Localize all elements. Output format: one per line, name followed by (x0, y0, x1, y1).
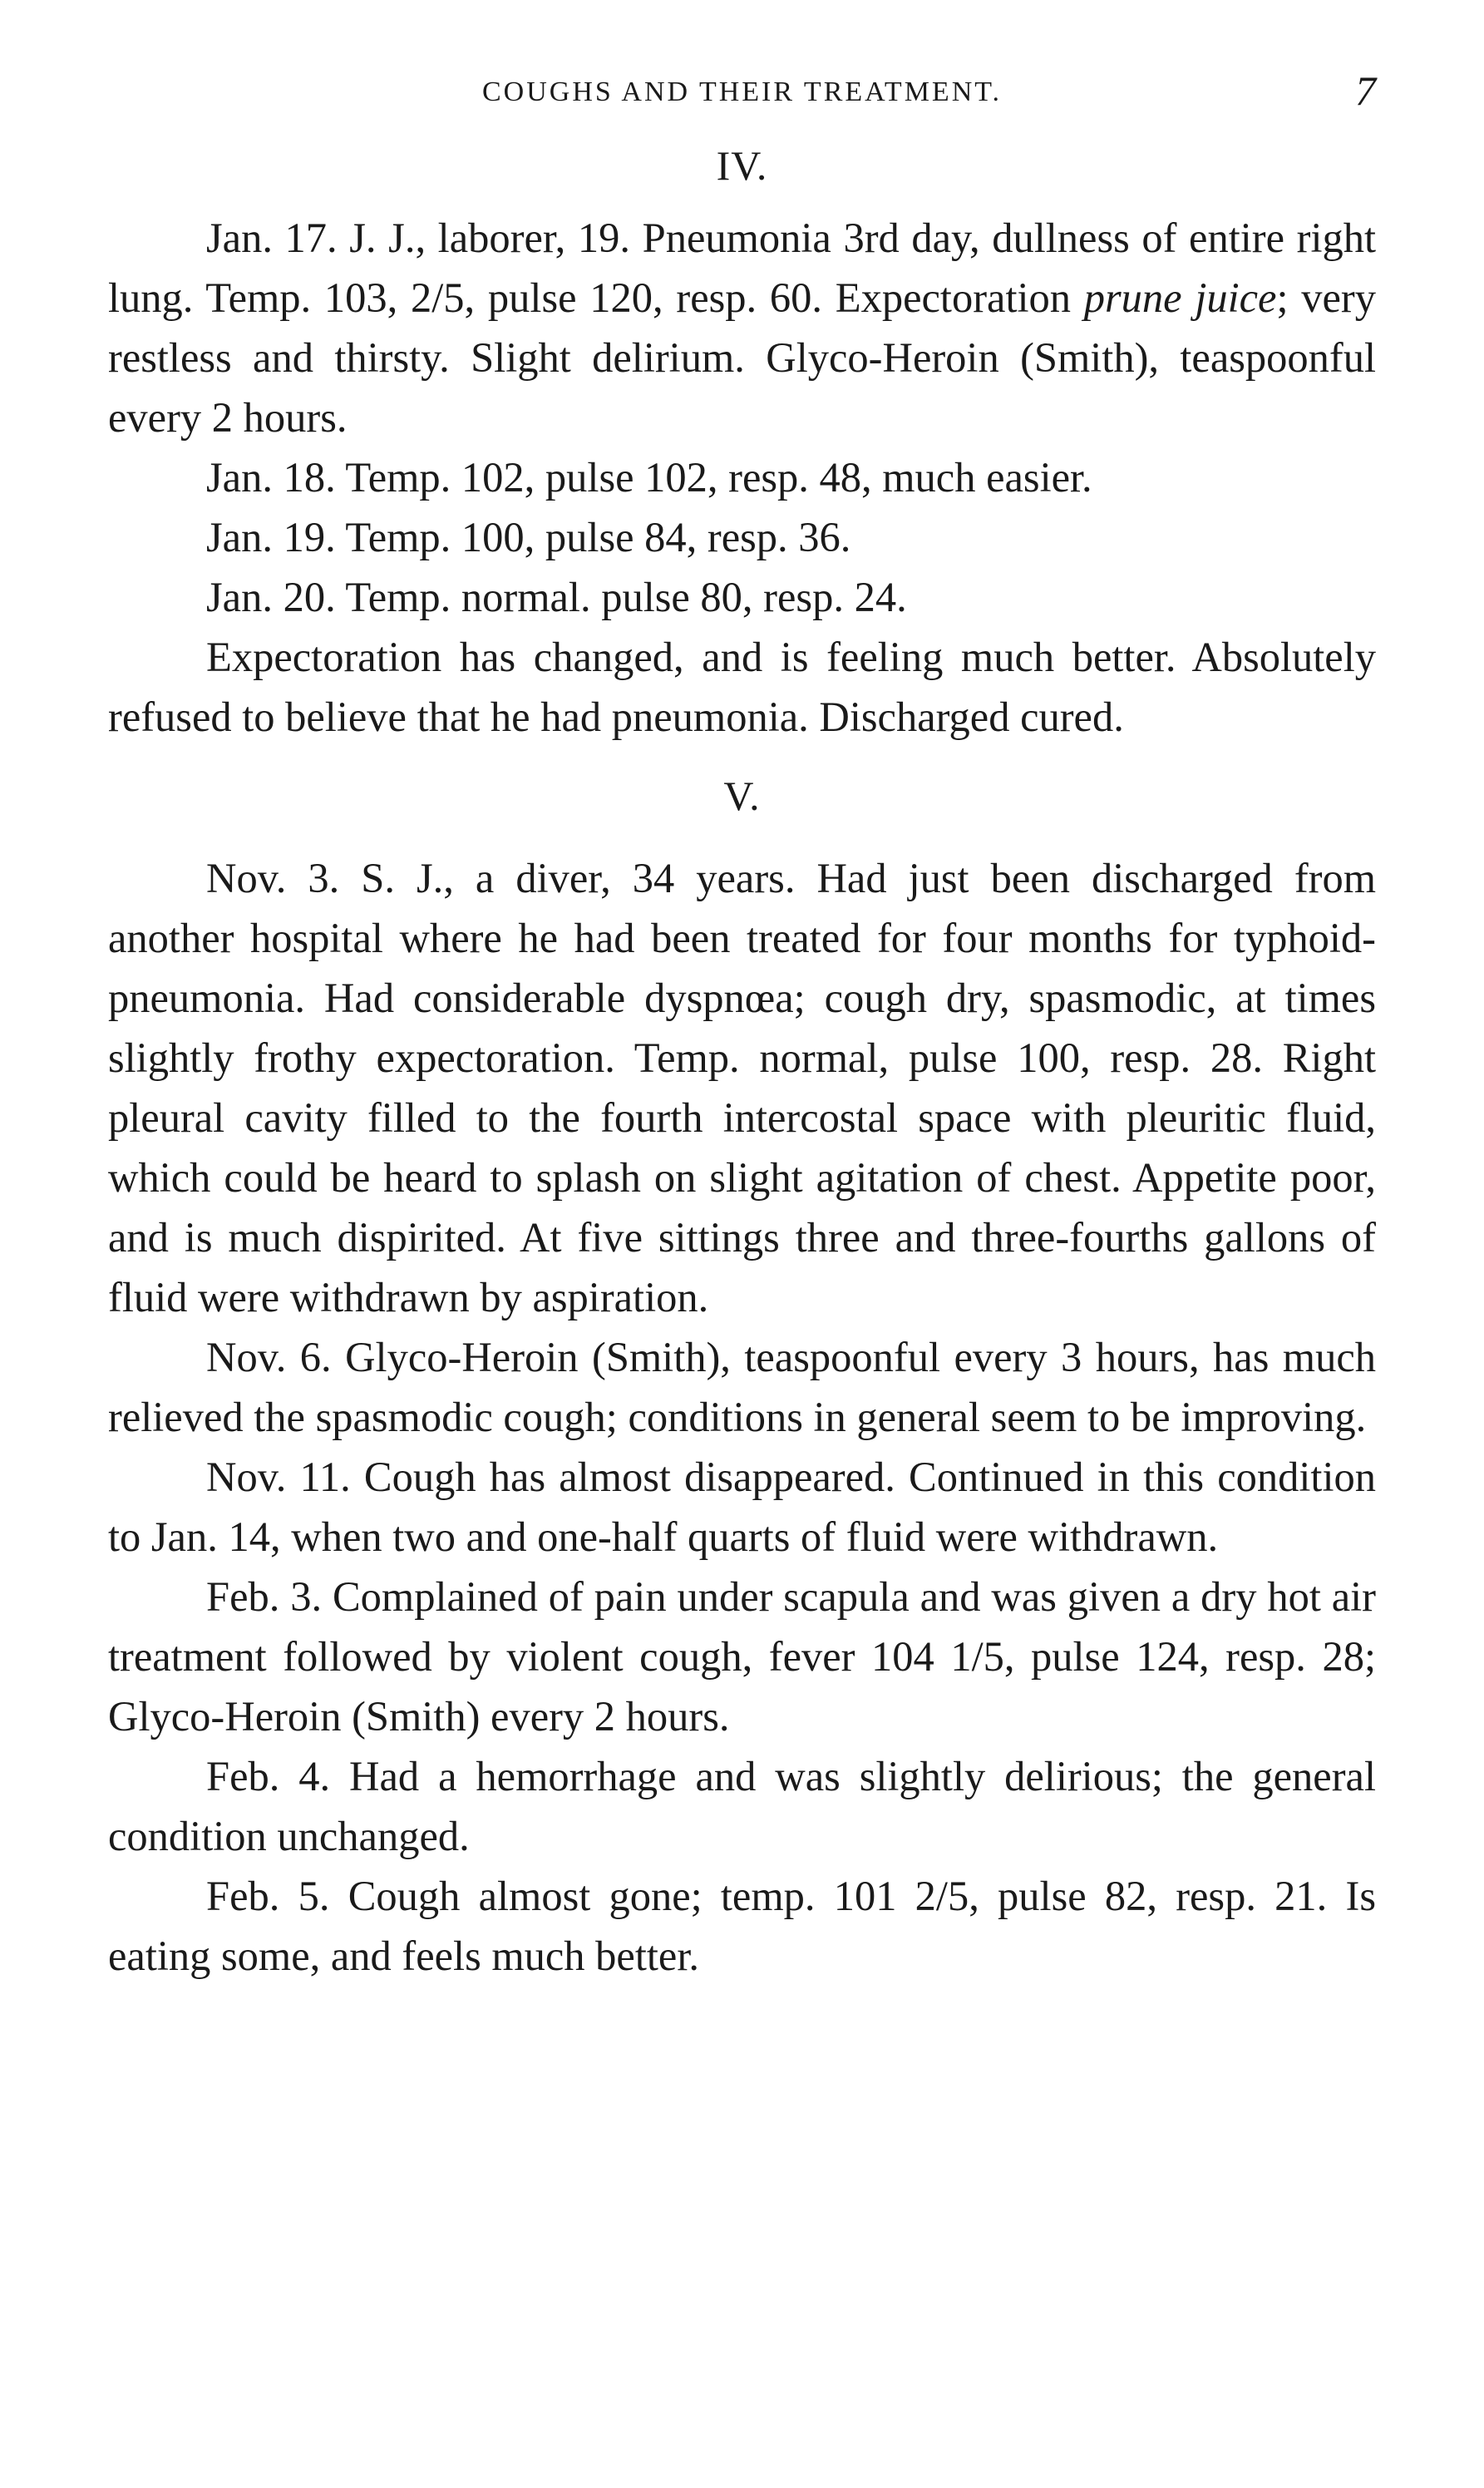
case-iv-p1-italic: prune juice (1083, 274, 1277, 321)
section-heading-iv: IV. (716, 142, 768, 189)
case-iv-p1-text-b: ; very restless and thirsty. Slight delirium. Glyco-Heroin (Smith), teaspoonful every 2 hours. (108, 274, 1376, 441)
case-v-paragraph-1: Nov. 3. S. J., a diver, 34 years. Had just been discharged from another hospital where he had been treated for four months for typhoid-pneumonia. Had considerable dyspnœa; cough dry, spasmodic, at times slightly frothy expectoration. Temp. normal, pulse 100, resp. 28. Right pleural cavity filled to the fourth intercostal space with pleuritic fluid, which could be heard to splash on slight agitation of chest. Appetite poor, and is much dispirited. At five sittings three and three-fourths gallons of fluid were withdrawn by aspiration. (108, 855, 1376, 1321)
book-page (108, 67, 1376, 1986)
running-title: COUGHS AND THEIR TREATMENT. (481, 77, 1003, 107)
case-iv-paragraph-1 (108, 208, 1376, 447)
running-header (108, 67, 1376, 133)
case-iv-paragraph-4: Jan. 20. Temp. normal. pulse 80, resp. 24. (206, 574, 907, 620)
case-v-paragraph-6: Feb. 5. Cough almost gone; temp. 101 2/5, pulse 82, resp. 21. Is eating some, and feels much better. (108, 1873, 1376, 1979)
case-iv-p1-text-a: Jan. 17. J. J., laborer, 19. Pneumonia 3rd day, dullness of entire right lung. Temp. 103, 2/5, pulse 120, resp. 60. Expectoration (108, 215, 1376, 321)
case-section-iv (108, 141, 1376, 747)
case-iv-paragraph-5: Expectoration has changed, and is feeling much better. Absolutely refused to believe that he had pneumonia. Discharged cured. (108, 634, 1376, 740)
page-number: 7 (1355, 67, 1376, 114)
case-v-paragraph-5: Feb. 4. Had a hemorrhage and was slightly delirious; the general condition unchanged. (108, 1753, 1376, 1859)
case-v-paragraph-3: Nov. 11. Cough has almost disappeared. Continued in this condition to Jan. 14, when two and one-half quarts of fluid were withdrawn. (108, 1454, 1376, 1560)
case-iv-paragraph-2: Jan. 18. Temp. 102, pulse 102, resp. 48, much easier. (206, 454, 1092, 501)
case-section-v (108, 772, 1376, 1986)
section-heading-v: V. (723, 773, 761, 819)
case-iv-paragraph-3: Jan. 19. Temp. 100, pulse 84, resp. 36. (206, 514, 851, 560)
case-v-paragraph-2: Nov. 6. Glyco-Heroin (Smith), teaspoonful every 3 hours, has much relieved the spasmodic cough; conditions in general seem to be improving. (108, 1334, 1376, 1440)
case-v-paragraph-4: Feb. 3. Complained of pain under scapula and was given a dry hot air treatment followed by violent cough, fever 104 1/5, pulse 124, resp. 28; Glyco-Heroin (Smith) every 2 hours. (108, 1573, 1376, 1740)
